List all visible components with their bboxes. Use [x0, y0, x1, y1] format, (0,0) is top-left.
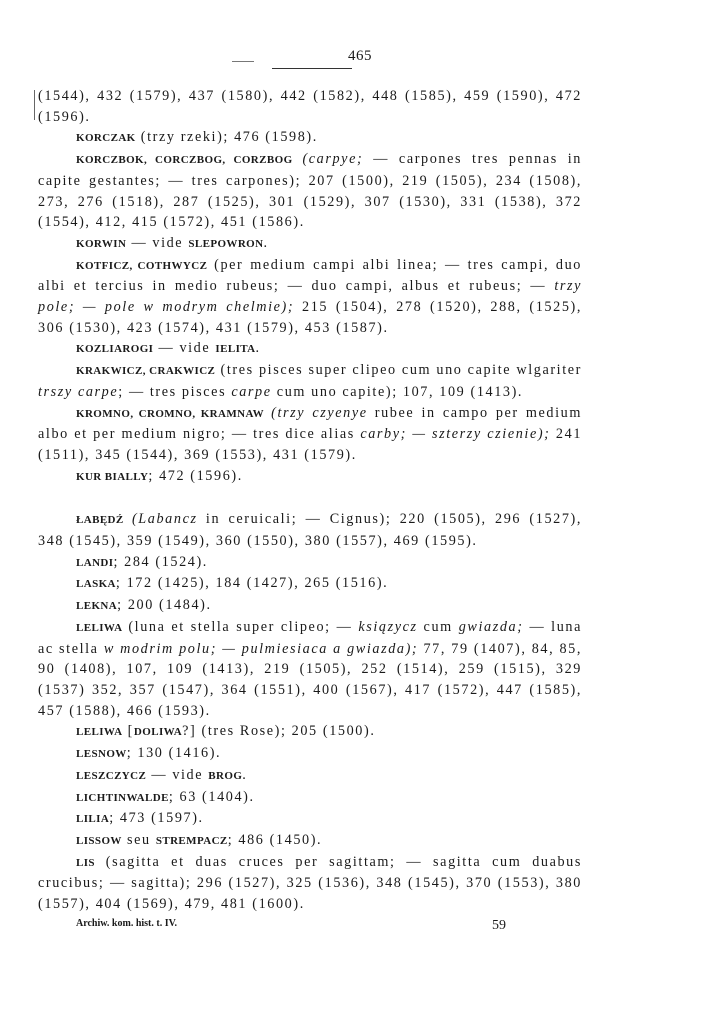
entry-text: — vide SLEPOWRON.	[126, 234, 269, 251]
entry-headword: ŁABĘDŹ	[76, 514, 124, 527]
entry-cont	[38, 86, 582, 127]
entry-kurbially	[38, 466, 582, 488]
entry-text: ; 472 (1596).	[148, 467, 243, 484]
dictionary-body	[38, 86, 582, 915]
entry-headword: KROMNO, CROMNO, KRAMNAW	[76, 407, 264, 420]
entry-headword: KOZLIAROGI	[76, 343, 154, 356]
section-gap	[38, 487, 582, 509]
header-rule-left	[232, 61, 254, 62]
footer-sheet-number: 59	[492, 918, 506, 933]
entry-text: ; 284 (1524).	[113, 553, 208, 570]
entry-headword: KOTFICZ, COTHWYCZ	[76, 259, 208, 272]
entry-text: (Labancz in ceruicali; — Cignus); 220 (1505), 296 (1527), 348 (1545), 359 (1549), 360 (1550), 380 (1557), 469 (1595).	[38, 511, 583, 550]
entry-headword: LICHTINWALDE	[76, 791, 169, 804]
entry-headword: KRAKWICZ, CRAKWICZ	[76, 365, 216, 378]
entry-text: (trzy rzeki); 476 (1598).	[135, 129, 318, 146]
entry-lis	[38, 852, 582, 915]
entry-text: ; 130 (1416).	[126, 745, 222, 762]
entry-headword: LISSOW	[76, 834, 122, 847]
entry-leszczycz	[38, 765, 582, 787]
entry-headword: KUR BIALLY	[76, 470, 149, 483]
entry-labedz	[38, 509, 582, 551]
entry-krakwicz	[38, 360, 582, 402]
entry-text: (sagitta et duas cruces per sagittam; — sagitta cum duabus crucibus; — sagitta); 296 (1527), 325 (1536), 348 (1545), 370 (1553), 380 (1557), 404 (1569), 479, 481 (1600).	[38, 853, 582, 913]
entry-headword: LANDI	[76, 556, 114, 569]
entry-text: (1544), 432 (1579), 437 (1580), 442 (1582), 448 (1585), 459 (1590), 472 (1596).	[38, 88, 582, 125]
entry-lesnow	[38, 743, 582, 765]
entry-korwin	[38, 233, 582, 255]
entry-headword: KORCZAK	[76, 132, 136, 145]
entry-leliwa2	[38, 721, 582, 743]
entry-text: (carpye; — carpones tres pennas in capite gestantes; — tres carpones); 207 (1500), 219 (1505), 234 (1508), 273, 276 (1518), 287 (1525), 301 (1529), 307 (1530), 331 (1538), 372 (1554), 412, 415 (1572), 451 (1586).	[38, 151, 582, 231]
entry-lekna	[38, 595, 582, 617]
entry-kozliarogi	[38, 338, 582, 360]
entry-lilia	[38, 808, 582, 830]
footer-source: Archiw. kom. hist. t. IV.	[76, 918, 178, 929]
entry-headword: LESNOW	[76, 748, 127, 761]
entry-korczak	[38, 127, 582, 149]
entry-kromno	[38, 403, 582, 466]
entry-laska	[38, 573, 582, 595]
margin-bar	[34, 90, 35, 120]
entry-headword: LELIWA	[76, 726, 123, 739]
entry-text: ; 172 (1425), 184 (1427), 265 (1516).	[115, 575, 389, 592]
entry-text: (per medium campi albi linea; — tres campi, duo albi et tercius in medio rubeus; — duo campi, albus et rubeus; — trzy pole; — pole w modrym chelmie); 215 (1504), 278 (1520), 288, (1525), 306 (1530), 423 (1574), 431 (1579), 453 (1587).	[38, 256, 582, 336]
entry-text: ; 63 (1404).	[168, 788, 255, 805]
entry-text: — vide BROG.	[146, 766, 248, 783]
entry-landi	[38, 552, 582, 574]
header-rule	[272, 68, 352, 69]
entry-text: ; 473 (1597).	[109, 810, 204, 827]
entry-headword: LILIA	[76, 813, 110, 826]
entry-headword: LELIWA	[76, 621, 123, 634]
entry-lichtinwalde	[38, 787, 582, 809]
entry-leliwa	[38, 617, 582, 722]
entry-headword: KORCZBOK, CORCZBOG, CORZBOG	[76, 154, 293, 167]
entry-text: [DOLIWA?] (tres Rose); 205 (1500).	[122, 723, 376, 740]
entry-text: (trzy czyenye rubee in campo per medium albo et per medium nigro; — tres dice alias carby; — szterzy czienie); 241 (1511), 345 (1544), 369 (1553), 431 (1579).	[38, 404, 583, 463]
entry-headword: LIS	[76, 856, 95, 869]
entry-headword: KORWIN	[76, 237, 127, 250]
entry-text: — vide IELITA.	[153, 340, 261, 357]
entry-text: seu STREMPACZ; 486 (1450).	[121, 831, 323, 848]
entry-kotficz	[38, 255, 582, 339]
entry-headword: LASKA	[76, 578, 116, 591]
entry-headword: LEKNA	[76, 600, 118, 613]
entry-text: ; 200 (1484).	[117, 597, 212, 614]
entry-korczbok	[38, 149, 582, 233]
entry-lissow	[38, 830, 582, 852]
page-number: 465	[348, 48, 372, 64]
entry-text: (tres pisces super clipeo cum uno capite wlgariter trszy carpe; — tres pisces carpe cum uno capite); 107, 109 (1413).	[38, 362, 582, 400]
entry-text: (luna et stella super clipeo; — ksiązycz cum gwiazda; — luna ac stella w modrim polu; — pulmiesiaca a gwiazda); 77, 79 (1407), 84, 85, 90 (1408), 107, 109 (1413), 219 (1505), 252 (1514), 259 (1515), 329 (1537) 352, 357 (1547), 364 (1551), 400 (1567), 417 (1572), 447 (1585), 457 (1588), 466 (1593).	[38, 618, 583, 719]
entry-headword: LESZCZYCZ	[76, 769, 147, 782]
